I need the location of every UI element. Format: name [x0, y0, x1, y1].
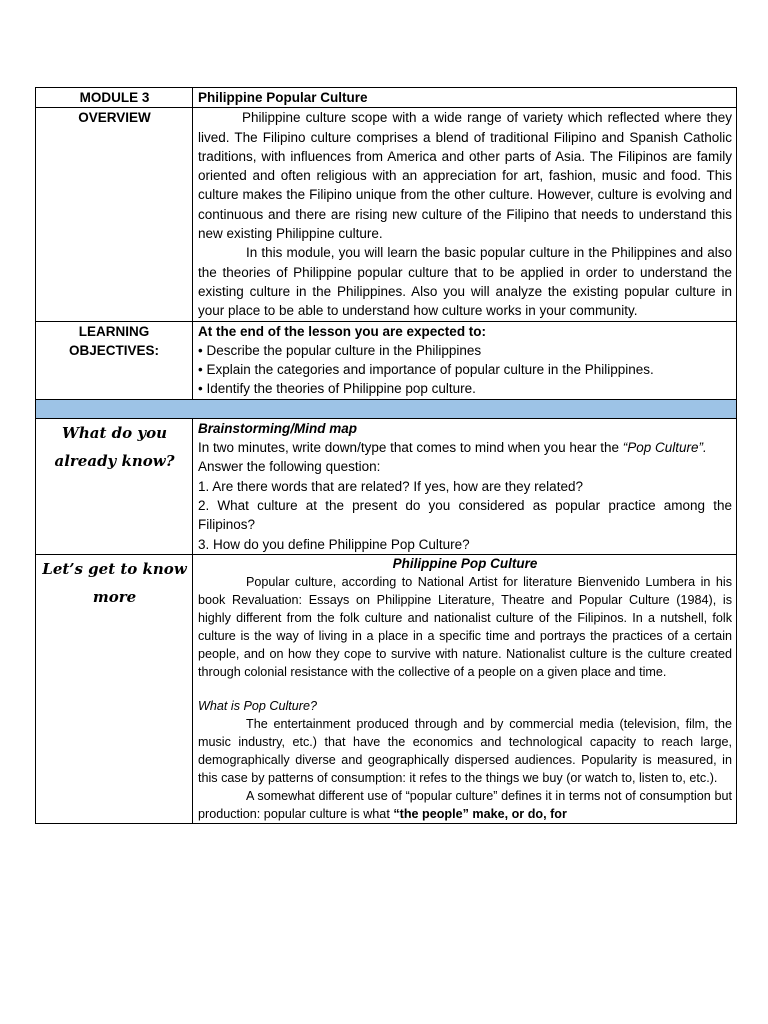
know-prompt-text: In two minutes, write down/type that comes to mind when you hear the: [198, 440, 623, 456]
more-paragraph-3: [198, 787, 732, 823]
more-content: [193, 554, 737, 823]
more-row: [36, 554, 737, 823]
more-paragraph-3-text: A somewhat different use of “popular culture” defines it in terms not of consumption but production: popular culture is what: [198, 788, 732, 821]
know-question-intro: Answer the following question:: [198, 459, 381, 475]
overview-paragraph-2: In this module, you will learn the basic popular culture in the Philippines and also the theories of Philippine popular culture that to be applied in order to understand the existing culture in the Philippines. Also you will analyze the existing popular culture in your place to be able to understand how culture works in your community.: [198, 245, 732, 319]
objectives-content: [193, 321, 737, 399]
more-label: Let’s get to know more: [36, 554, 193, 823]
overview-row: [36, 108, 737, 321]
more-paragraph-3-bold: “the people” make, or do, for: [393, 806, 567, 821]
objective-item: • Identify the theories of Philippine pop culture.: [198, 381, 476, 397]
section-divider-band: [36, 399, 737, 418]
know-label: What do you already know?: [36, 418, 193, 554]
module-table: [35, 87, 737, 824]
module-number: MODULE 3: [36, 88, 193, 108]
know-content: [193, 418, 737, 554]
know-question: 1. Are there words that are related? If yes, how are they related?: [198, 478, 583, 494]
module-title: Philippine Popular Culture: [193, 88, 737, 108]
more-paragraph-1: Popular culture, according to National Artist for literature Bienvenido Lumbera in his book Revaluation: Essays on Philippine Literature, Theatre and Popular Culture (1984), is highly different from the folk culture and nationalist culture of the Filipinos. In a nutshell, folk culture is the way of living in a place in a specific time and portrays the practices of a certain people, and on how they cope to survive with nature. Nationalist culture is the culture created through colonial resistance with the collective of a people on a given place and time.: [198, 574, 732, 679]
module-title-row: [36, 88, 737, 108]
objectives-row: [36, 321, 737, 399]
overview-label: OVERVIEW: [36, 108, 193, 321]
objectives-label: LEARNING OBJECTIVES:: [36, 321, 193, 399]
more-paragraph-2: The entertainment produced through and by commercial media (television, film, the music industry, etc.) that have the economics and technological capacity to reach large, demographically diverse and geographically dispersed audiences. Popularity is measured, in this case by patterns of consumption: it refes to the things we buy (or watch to, listen to, etc.).: [198, 716, 732, 785]
know-prompt: [198, 438, 732, 457]
overview-content: [193, 108, 737, 321]
know-question: 3. How do you define Philippine Pop Culture?: [198, 536, 470, 552]
know-prompt-quote: “Pop Culture”.: [622, 440, 707, 456]
objective-item: • Explain the categories and importance of popular culture in the Philippines.: [198, 362, 654, 378]
more-subheading: What is Pop Culture?: [198, 698, 317, 713]
divider-band-cell: [36, 399, 737, 418]
know-heading: Brainstorming/Mind map: [198, 420, 358, 436]
know-question: 2. What culture at the present do you considered as popular practice among the Filipinos?: [198, 497, 732, 533]
overview-paragraph-1: Philippine culture scope with a wide range of variety which reflected where they lived. The Filipino culture comprises a blend of traditional Filipino and Spanish Catholic traditions, with influences from America and other parts of Asia. The Filipinos are family oriented and often religious with an appreciation for art, fashion, music and food. This culture makes the Filipino unique from the other culture. However, culture is evolving and continuous and there are rising new culture of the Filipino that needs to understand this new existing Philippine culture.: [198, 110, 732, 242]
know-row: [36, 418, 737, 554]
more-heading: Philippine Pop Culture: [392, 555, 538, 571]
paragraph-spacer: [198, 681, 732, 697]
objectives-intro: At the end of the lesson you are expected to:: [198, 323, 487, 339]
objective-item: • Describe the popular culture in the Philippines: [198, 342, 482, 358]
